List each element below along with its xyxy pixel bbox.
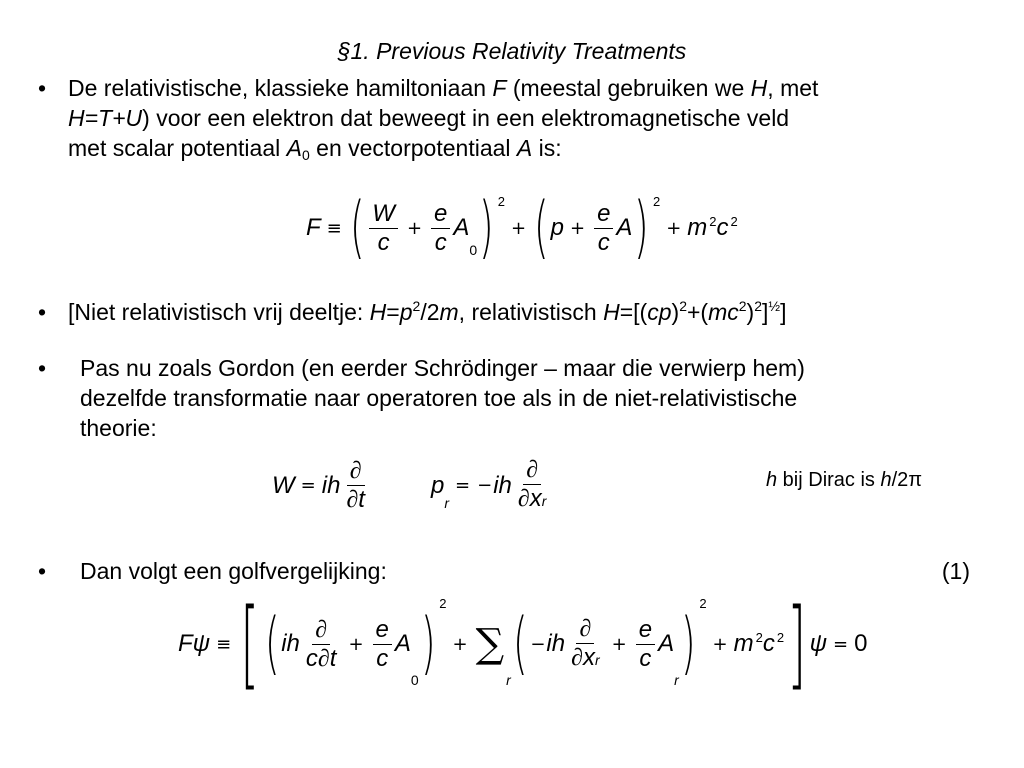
bullet-marker: • xyxy=(38,355,47,381)
bullet-free-particle: • [Niet relativistisch vrij deeltje: $H=p^2/2m$, relativistisch $H=[(cp)^2+(mc^2)^2]^{\frac{1}{2}}$] xyxy=(38,298,787,325)
fraction: $\frac{e}{c}$ xyxy=(373,616,392,673)
hamiltonian-equation: F ≡ ( $\frac{W}{c}$ + $\frac{e}{c}$ A 0 ) 2 + ( p + $\frac{e}{c}$ A ) 2 + m 2 c 2 xyxy=(306,188,738,267)
fraction: $\frac{\partial}{c\partial t}$ xyxy=(305,616,337,672)
fraction: $\frac{e}{c}$ xyxy=(636,616,655,673)
operator-equations: W = ih $\frac{\partial}{\partial t}$ p r = − ih $\frac{\partial}{\partial xr}$ xyxy=(272,456,552,515)
slide-title: §1. Previous Relativity Treatments xyxy=(337,38,687,64)
bullet-line: Pas nu zoals Gordon (en eerder Schrödinger – maar die verwierp hem) xyxy=(80,355,805,381)
bullet-marker: • xyxy=(38,558,47,584)
wave-equation: F ψ ≡ [ ( ih $\frac{\partial}{c\partial t}$ + $\frac{e}{c}$ A 0 ) 2 + ∑ r ( − ih $\frac{\partial}{\partial xr}$ + $\frac{e}{c}$ A r ) 2 + m 2 c 2 ] ψ = 0 xyxy=(178,588,868,700)
bullet-marker: • xyxy=(38,75,47,101)
fraction: $\frac{\partial}{\partial xr}$ xyxy=(517,457,547,512)
fraction: $\frac{e}{c}$ xyxy=(594,200,613,257)
bullet-hamiltonian xyxy=(38,73,1008,163)
bullet-line: theorie: xyxy=(80,415,157,441)
fraction: $\frac{W}{c}$ xyxy=(369,200,398,257)
bullet-line: dezelfde transformatie naar operatoren toe als in de niet-relativistische xyxy=(80,385,798,411)
bullet-wave-equation: • Dan volgt een golfvergelijking: (1) xyxy=(38,558,970,584)
fraction: $\frac{\partial}{\partial t}$ xyxy=(346,458,365,513)
dirac-note: h bij Dirac is h/2π xyxy=(766,469,923,491)
bullet-gordon xyxy=(38,353,1010,443)
bullet-line: De relativistische, klassieke hamiltoniaan F (meestal gebruiken we H, met xyxy=(68,75,819,101)
equation-number: (1) xyxy=(941,558,970,584)
fraction: $\frac{\partial}{\partial xr}$ xyxy=(571,615,600,671)
bullet-marker: • xyxy=(38,299,47,325)
bullet-line: met scalar potentiaal $A_0$ en vectorpotentiaal A is: xyxy=(68,135,562,163)
fraction: $\frac{e}{c}$ xyxy=(431,200,450,257)
bullet-line: H=T+U) voor een elektron dat beweegt in een elektromagnetische veld xyxy=(68,105,790,131)
